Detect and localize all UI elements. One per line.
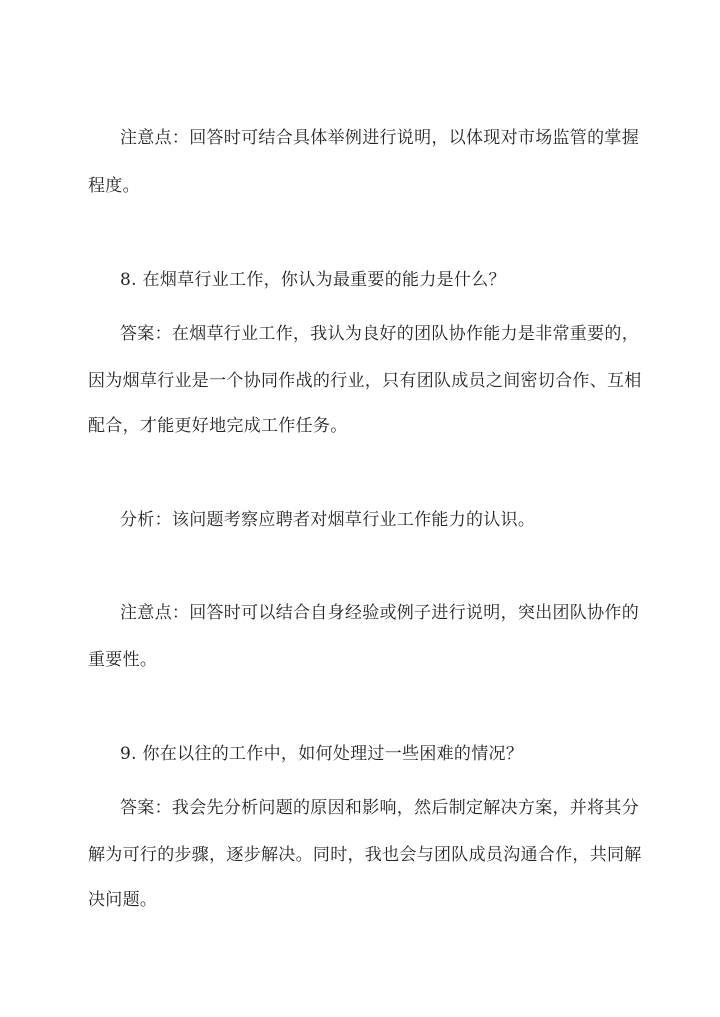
answer-q8-line1: 答案：在烟草行业工作，我认为良好的团队协作能力是非常重要的， <box>120 324 639 344</box>
answer-q9-line2: 解为可行的步骤，逐步解决。同时，我也会与团队成员沟通合作，共同解 <box>88 845 642 865</box>
answer-q8-line2: 因为烟草行业是一个协同作战的行业，只有团队成员之间密切合作、互相 <box>88 371 642 391</box>
analysis-q8: 分析：该问题考察应聘者对烟草行业工作能力的认识。 <box>120 510 536 530</box>
answer-q8-line3: 配合，才能更好地完成工作任务。 <box>88 416 348 436</box>
note-q7-line1: 注意点：回答时可结合具体举例进行说明，以体现对市场监管的掌握 <box>120 128 639 148</box>
note-q8-line2: 重要性。 <box>88 650 158 670</box>
note-q7-line2: 程度。 <box>88 176 140 196</box>
note-q8-line1: 注意点：回答时可以结合自身经验或例子进行说明，突出团队协作的 <box>120 603 639 623</box>
answer-q9-line1: 答案：我会先分析问题的原因和影响，然后制定解决方案，并将其分 <box>120 798 639 818</box>
question-8: 8. 在烟草行业工作，你认为最重要的能力是什么？ <box>120 270 506 290</box>
answer-q9-line3: 决问题。 <box>88 890 158 910</box>
question-9: 9. 你在以往的工作中，如何处理过一些困难的情况？ <box>120 744 524 764</box>
